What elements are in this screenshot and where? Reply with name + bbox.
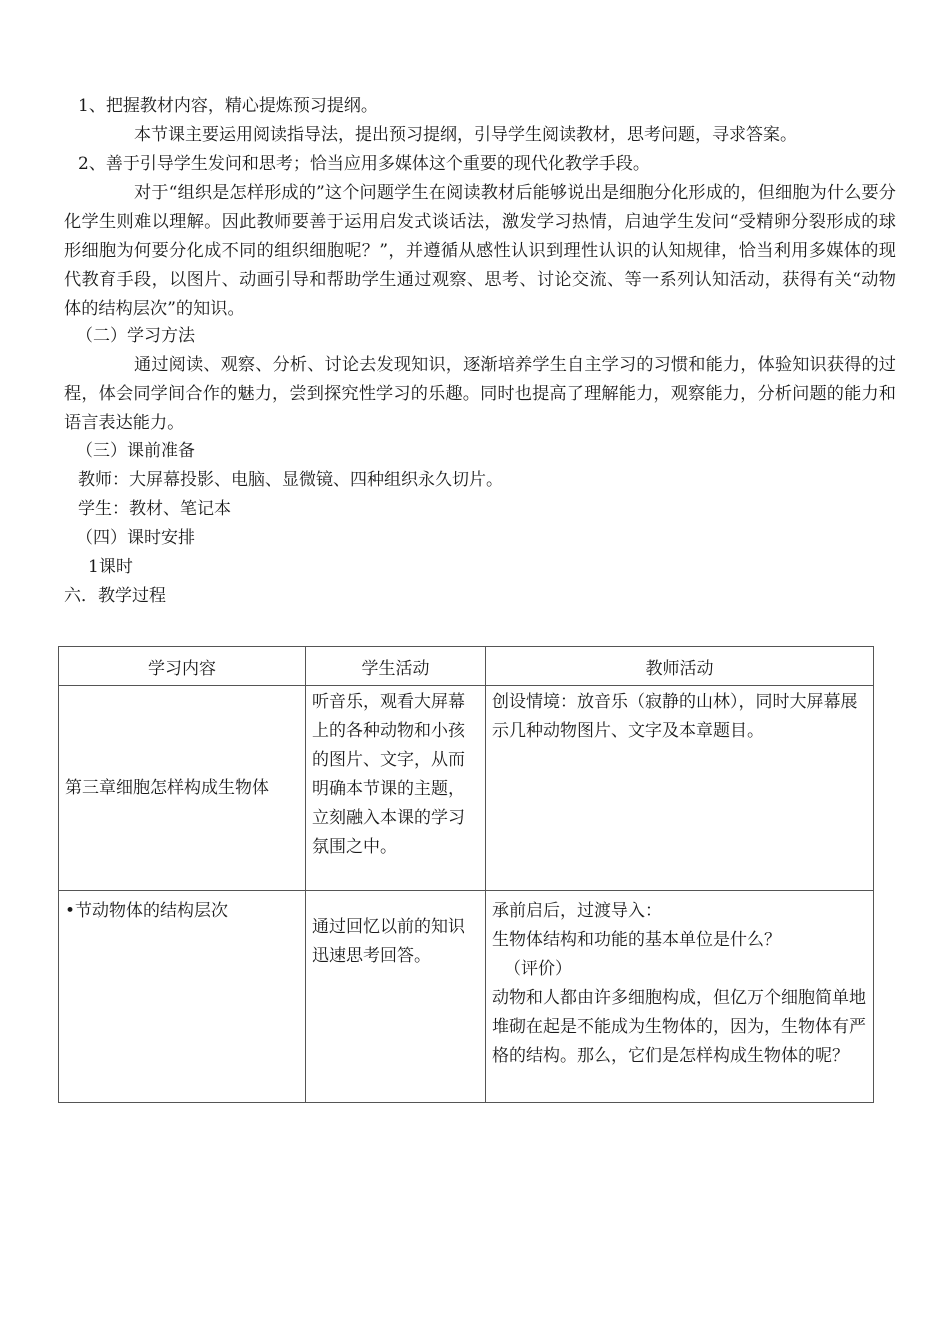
row1-content: 第三章细胞怎样构成生物体: [59, 686, 306, 891]
teaching-process-table: [58, 646, 874, 1103]
item2-heading: 2、善于引导学生发问和思考；恰当应用多媒体这个重要的现代化教学手段。: [78, 154, 650, 174]
table-header-row: [59, 647, 874, 686]
header-teacher: 教师活动: [486, 647, 874, 686]
row2-teacher: [486, 891, 874, 1103]
row1-teacher: [486, 686, 874, 891]
row2-teacher-line: 生物体结构和功能的基本单位是什么？: [492, 930, 781, 950]
section6-heading: 六．教学过程: [64, 586, 166, 606]
header-student: 学生活动: [306, 647, 486, 686]
row1-teacher-line: 创设情境：放音乐（寂静的山林），同时大屏幕展示几种动物图片、文字及本章题目。: [492, 692, 858, 741]
section4-heading: （四）课时安排: [76, 528, 195, 548]
period-text: 1课时: [88, 557, 133, 577]
section2-heading: （二）学习方法: [76, 326, 195, 346]
row2-student: [306, 891, 486, 1103]
section2-body: 通过阅读、观察、分析、讨论去发现知识，逐渐培养学生自主学习的习惯和能力，体验知识获得的过程，体会同学间合作的魅力，尝到探究性学习的乐趣。同时也提高了理解能力，观察能力，分析问题的能力和语言表达能力。: [64, 355, 896, 433]
row2-content: •节动物体的结构层次: [59, 891, 306, 1103]
row2-student-text: 通过回忆以前的知识迅速思考回答。: [312, 917, 465, 966]
header-content: 学习内容: [59, 647, 306, 686]
item1-heading: 1、把握教材内容，精心提炼预习提纲。: [78, 96, 378, 116]
table-row: [59, 686, 874, 891]
section3-heading: （三）课前准备: [76, 441, 195, 461]
row2-teacher-line: （评价）: [504, 959, 572, 979]
row2-teacher-line: 承前启后，过渡导入：: [492, 901, 662, 921]
row1-student: 听音乐，观看大屏幕上的各种动物和小孩的图片、文字，从而明确本节课的主题，立刻融入本课的学习氛围之中。: [306, 686, 486, 891]
item1-body: 本节课主要运用阅读指导法，提出预习提纲，引导学生阅读教材，思考问题，寻求答案。: [134, 125, 797, 145]
teacher-prep: 教师：大屏幕投影、电脑、显微镜、四种组织永久切片。: [78, 470, 503, 490]
table-row: [59, 891, 874, 1103]
item2-body: 对于“组织是怎样形成的”这个问题学生在阅读教材后能够说出是细胞分化形成的，但细胞为什么要分化学生则难以理解。因此教师要善于运用启发式谈话法，激发学习热情，启迪学生发问“受精卵分裂形成的球形细胞为何要分化成不同的组织细胞呢？”，并遵循从感性认识到理性认识的认知规律，恰当利用多媒体的现代教育手段，以图片、动画引导和帮助学生通过观察、思考、讨论交流、等一系列认知活动，获得有关“动物体的结构层次”的知识。: [64, 183, 896, 319]
row2-teacher-line: 动物和人都由许多细胞构成，但亿万个细胞简单地堆砌在起是不能成为生物体的，因为，生物体有严格的结构。那么，它们是怎样构成生物体的呢？: [492, 988, 866, 1066]
student-prep: 学生：教材、笔记本: [78, 499, 231, 519]
